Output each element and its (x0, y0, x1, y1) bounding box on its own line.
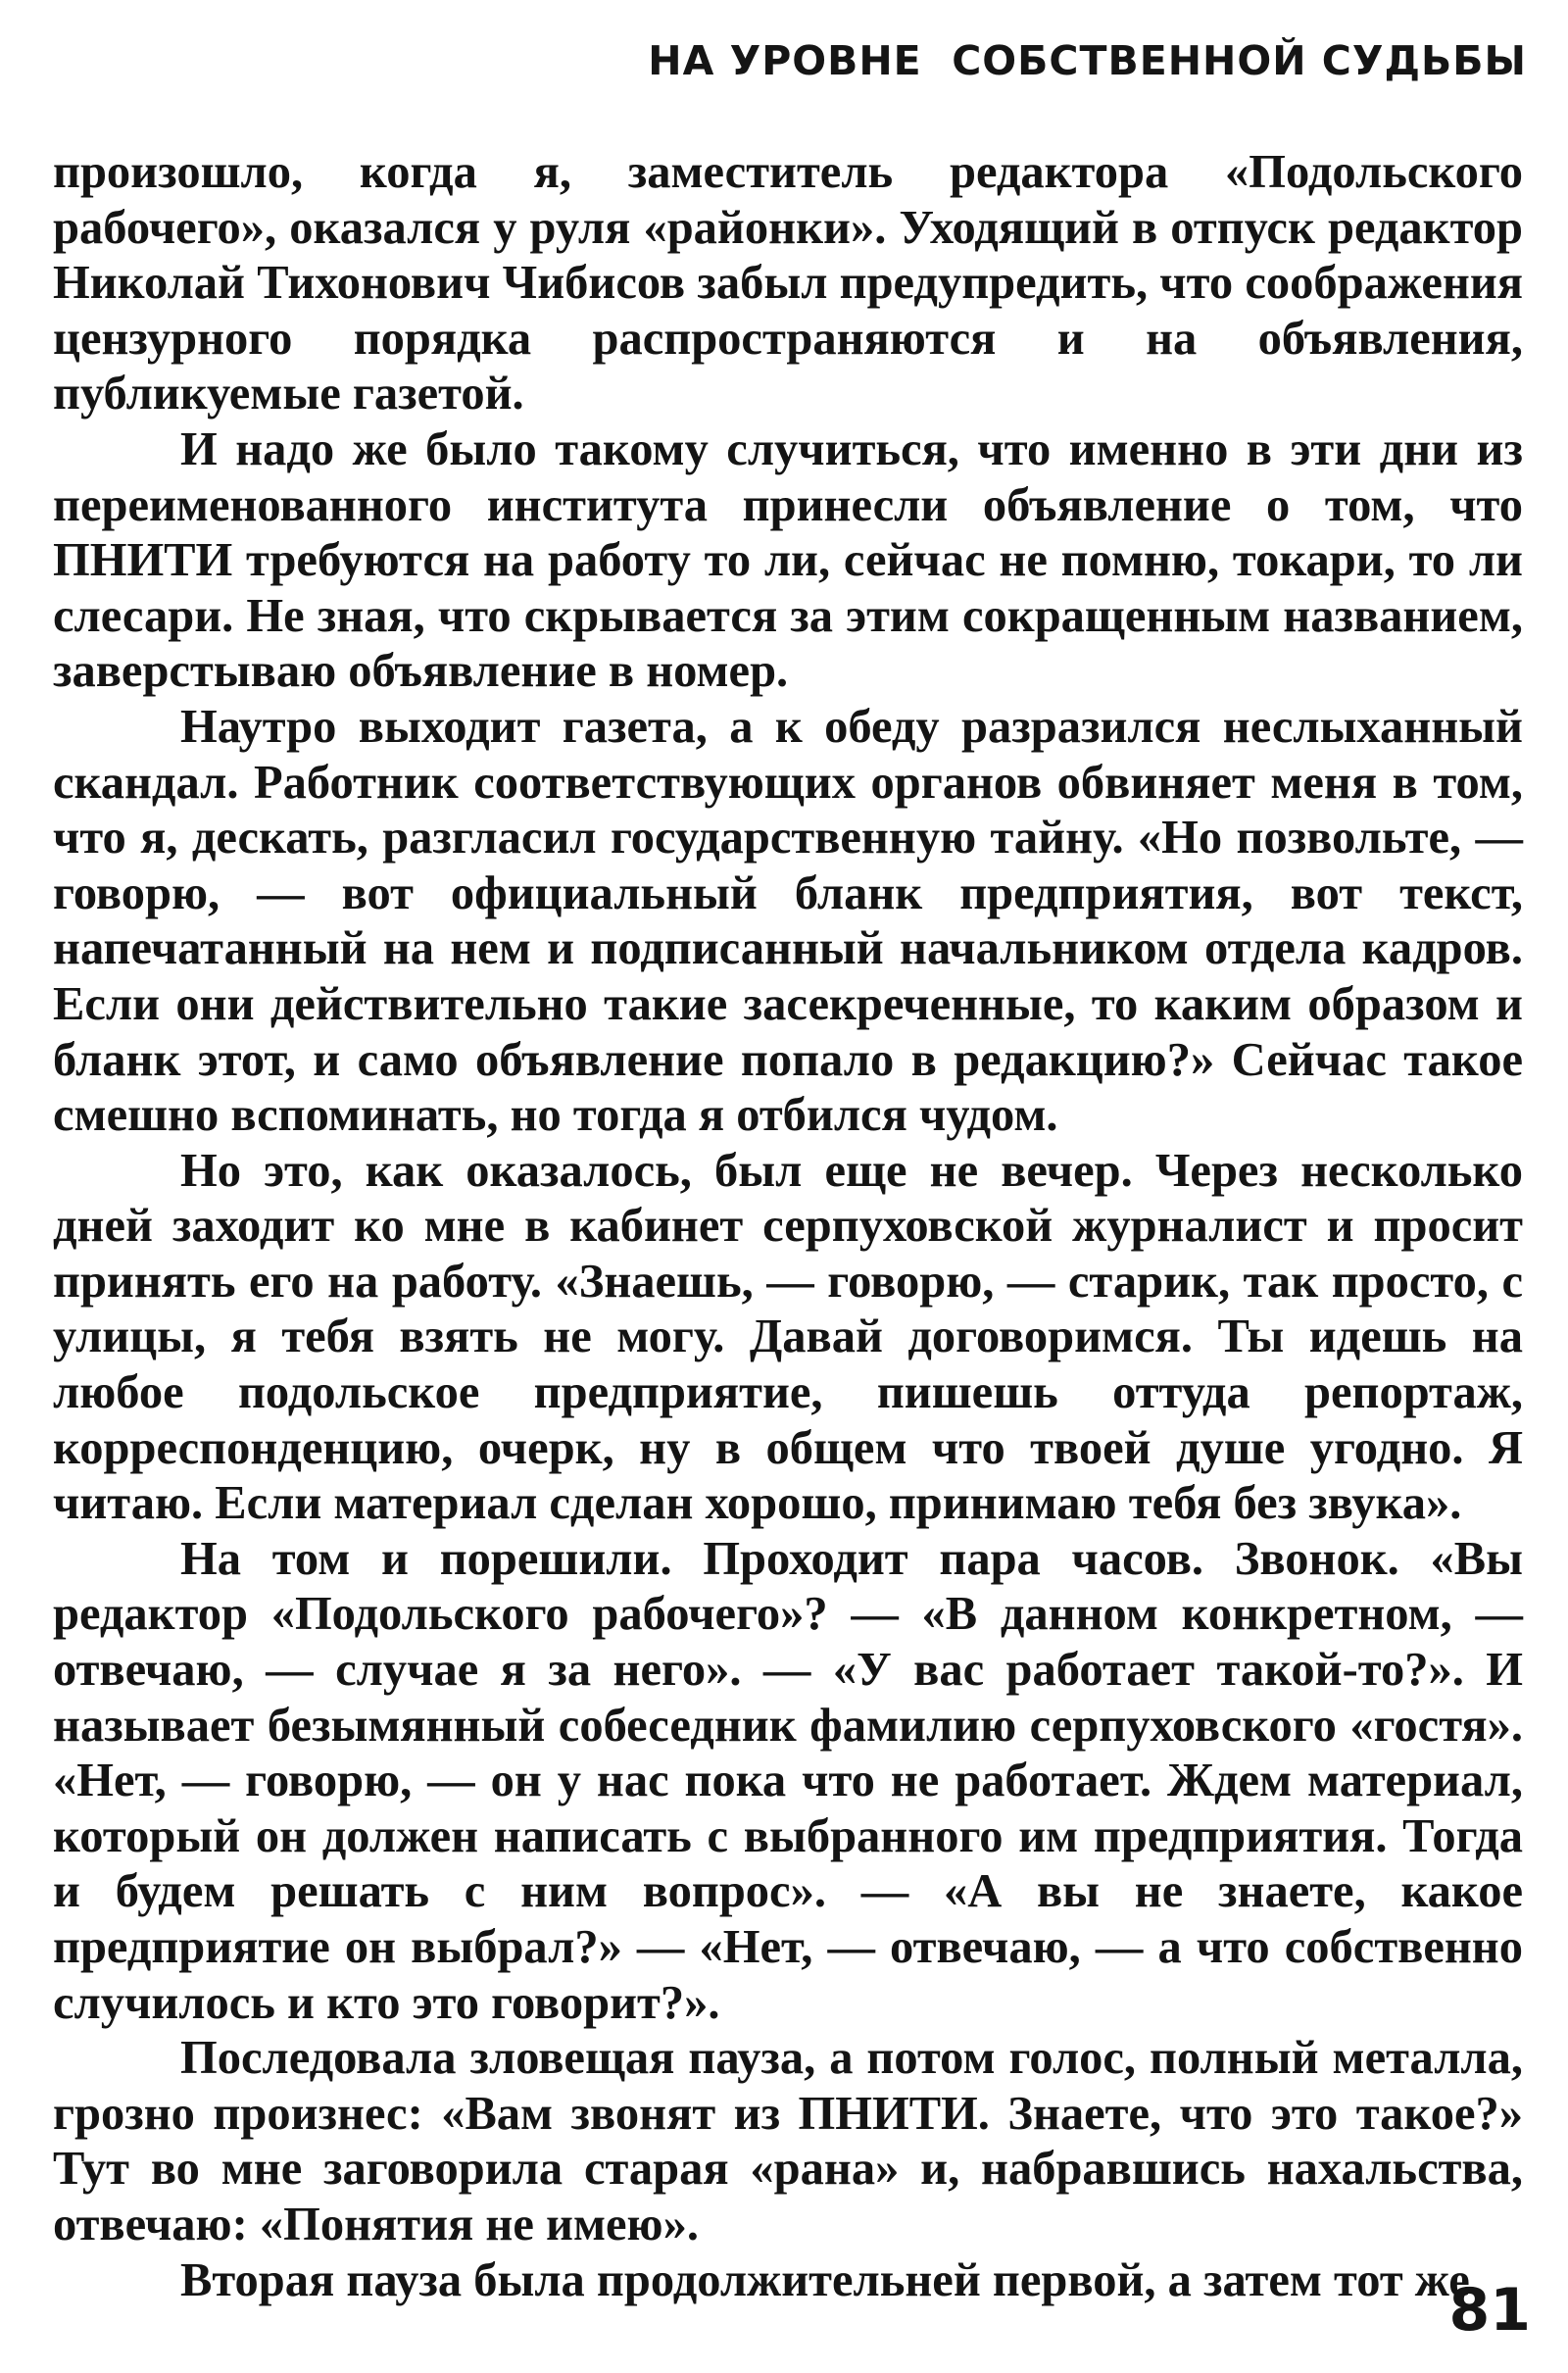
running-title: НА УРОВНЕ СОБСТВЕННОЙ СУДЬБЫ (648, 37, 1527, 84)
paragraph: Последовала зловещая пауза, а потом голос, полный металла, грозно произнес: «Вам звонят из ПНИТИ. Знаете, что это такое?» Тут во мне заговорила старая «рана» и, набравшись нахальства, отвечаю: «Понятия не имею». (53, 2032, 1523, 2250)
paragraph-last-line: Вторая пауза была продолжительней первой, а затем тот же (180, 2253, 1470, 2306)
paragraph: Но это, как оказалось, был еще не вечер. Через несколько дней заходит ко мне в кабинет серпуховской журналист и просит принять его на работу. «Знаешь, — говорю, — старик, так просто, с улицы, я тебя взять не могу. Давай договоримся. Ты идешь на любое подольское предприятие, пишешь оттуда репортаж, корреспонденцию, очерк, ну в общем что твоей душе угодно. Я читаю. Если материал сделан хорошо, принимаю тебя без звука». (53, 1144, 1523, 1530)
page-number: 81 (1448, 2276, 1531, 2345)
paragraph: На том и порешили. Проходит пара часов. Звонок. «Вы редактор «Подольского рабочего»? — «В данном конкретном, — отвечаю, — случае я за него». — «У вас работает такой-то?». И называет безымянный собеседник фамилию серпуховского «гостя». «Нет, — говорю, — он у нас пока что не работает. Ждем материал, который он должен написать с выбранного им предприятия. Тогда и будем решать с ним вопрос». — «А вы не знаете, какое предприятие он выбрал?» — «Нет, — отвечаю, — а что собственно случилось и кто это говорит?». (53, 1532, 1523, 2029)
paragraph: И надо же было такому случиться, что именно в эти дни из переименованного института принесли объявление о том, что ПНИТИ требуются на работу то ли, сейчас не помню, токари, то ли слесари. Не зная, что скрывается за этим сокращенным названием, заверстываю объявление в номер. (53, 422, 1523, 698)
paragraph: произошло, когда я, заместитель редактора «Подольского рабочего», оказался у руля «районки». Уходящий в отпуск редактор Николай Тихонович Чибисов забыл предупредить, что соображения цензурного порядка распространяются и на объявления, публикуемые газетой. (53, 146, 1523, 420)
paragraph: Наутро выходит газета, а к обеду разразился неслыханный скандал. Работник соответствующих органов обвиняет меня в том, что я, дескать, разгласил государственную тайну. «Но позвольте, — говорю, — вот официальный бланк предприятия, вот текст, напечатанный на нем и подписанный начальником отдела кадров. Если они действительно такие засекреченные, то каким образом и бланк этот, и само объявление попало в редакцию?» Сейчас такое смешно вспоминать, но тогда я отбился чудом. (53, 700, 1523, 1142)
body-text (53, 145, 1523, 2308)
